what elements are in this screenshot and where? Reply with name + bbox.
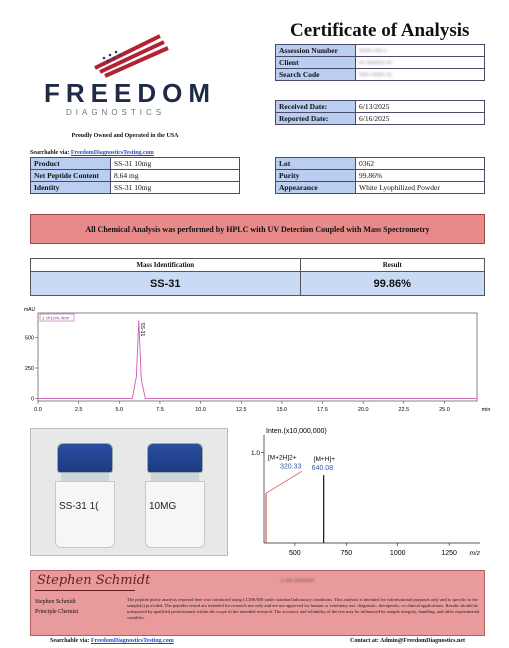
client-value: •• ••••••• •• [359,58,392,67]
y-tick-label: 500 [24,335,34,342]
lot-value: 0362 [356,158,485,170]
lot-table [275,157,485,194]
disclaimer: The peptide purity analysis reported here was conducted using LCMS/MS under standard laboratory conditions. This analysis is intended for informational purposes only and is specific to the sample(s) provided. The peptides tested are intended for research use only and are not approved for human or veterinary use, diagnostic, therapeutic, or clinical applications. Results should be interpreted by qualified professionals within the scope of the intended research. The accuracy and reliability of the test may be influenced by sample integrity, handling, and other experimental variables. [127,597,480,620]
result-header: Result [300,259,484,272]
credential: • ••• •••••••• [281,577,314,585]
x-unit: min [481,407,491,413]
y-tick-label: 0 [30,396,34,403]
method-banner: All Chemical Analysis was performed by HPLC with UV Detection Coupled with Mass Spectrometry [30,214,485,244]
x-tick-label: 750 [340,550,353,557]
signer-role: Principle Chemist [35,609,79,615]
received-value: 6/13/2025 [356,101,485,113]
x-tick-label: 1000 [389,550,406,557]
vial-cap [57,443,113,473]
vial-2 [143,443,207,548]
x-tick-label: 25.0 [439,407,450,413]
searchable-link[interactable]: FreedomDiagnosticsTesting.com [70,150,154,156]
table-row [276,113,485,125]
x-tick-label: 12.5 [235,407,247,413]
signer-name: Stephen Schmidt [35,599,76,605]
vial-cap [147,443,203,473]
search-code-value: •••• ••••• •• [359,70,392,79]
y-tick-label: 1.0 [250,450,260,458]
net-peptide-label: Net Peptide Content [31,170,111,182]
appearance-label: Appearance [276,182,356,194]
plot-frame [38,313,477,401]
vial-1 [53,443,117,548]
table-row [276,69,485,81]
x-tick-label: 2.5 [74,407,83,413]
searchable-top [30,150,154,156]
received-label: Received Date: [276,101,356,113]
owned-tagline: Proudly Owned and Operated in the USA [71,133,179,139]
x-tick-label: 22.5 [398,407,410,413]
footer-searchable-prefix: Searchable via: [50,638,90,644]
product-value: SS-31 10mg [111,158,240,170]
x-tick-label: 15.0 [276,407,288,413]
table-row [31,272,485,296]
purity-label: Purity [276,170,356,182]
legend-label: 1 ch1nm,4nm [42,315,70,321]
x-tick-label: 1250 [441,550,457,557]
signer-block [35,597,78,617]
footer-contact: Contact at: Admin@FreedomDiagnostics.net [350,638,465,644]
x-unit: m/z [469,550,480,557]
reported-value: 6/16/2025 [356,113,485,125]
flag-swoosh-icon [90,28,170,76]
peak-ion-label: [M+2H]2+ [268,454,297,462]
chart-title: Inten.(x10,000,000) [266,428,327,435]
client-label: Client [276,57,356,69]
purity-value: 99.86% [356,170,485,182]
product-label: Product [31,158,111,170]
table-row [276,101,485,113]
assession-table [275,44,485,81]
footer-searchable-link[interactable]: FreedomDiagnosticsTesting.com [90,638,174,644]
footer [30,638,485,644]
x-tick-label: 17.5 [317,407,328,413]
peak-label: SS-31 [138,322,145,337]
assession-number-label: Assession Number [276,45,356,57]
result-value: 99.86% [300,272,484,296]
x-tick-label: 20.0 [357,407,369,413]
y-tick-label: 250 [24,366,34,372]
peak-leader [266,471,302,493]
table-row [276,45,485,57]
searchable-prefix: Searchable via: [30,150,70,156]
peak-mz-label: 640.08 [311,465,334,473]
table-row [31,182,240,194]
mass-id-table [30,258,485,296]
reported-label: Reported Date: [276,113,356,125]
mass-id-value: SS-31 [31,272,301,296]
vial-photo [30,428,228,556]
hplc-chromatogram [22,305,489,417]
x-tick-label: 7.5 [156,407,164,413]
brand-name: FREEDOM [44,78,216,108]
table-row [276,158,485,170]
y-axis-label: mAU [24,307,36,313]
footer-searchable [50,638,174,644]
freedom-logo [30,28,220,148]
brand-sub: DIAGNOSTICS [66,108,166,117]
vial-label: 10MG [149,501,177,512]
table-row [276,57,485,69]
signature-box [30,570,485,636]
chromatogram-line [38,320,477,398]
appearance-value: White Lyophilized Powder [356,182,485,194]
x-tick-label: 5.0 [115,407,124,413]
net-peptide-value: 8.64 mg [111,170,240,182]
mass-id-header: Mass Identification [31,259,301,272]
peak-ion-label: [M+H]+ [313,456,335,464]
identity-label: Identity [31,182,111,194]
signature: Stephen Schmidt [37,573,151,588]
assession-number-value: ••••• ••• • [359,46,387,55]
x-tick-label: 0.0 [34,407,42,413]
table-row [276,170,485,182]
lot-label: Lot [276,158,356,170]
product-table [30,157,240,194]
page-title: Certificate of Analysis [290,20,470,41]
x-tick-label: 500 [289,550,301,557]
vial-label: SS-31 1( [59,501,99,512]
mass-spectrum [240,425,490,565]
search-code-label: Search Code [276,69,356,81]
dates-table [275,100,485,125]
x-tick-label: 10.0 [195,407,206,413]
peak-mz-label: 320.33 [280,463,302,471]
table-row [276,182,485,194]
table-row [31,170,240,182]
identity-value: SS-31 10mg [111,182,240,194]
table-row [31,158,240,170]
table-row [31,259,485,272]
